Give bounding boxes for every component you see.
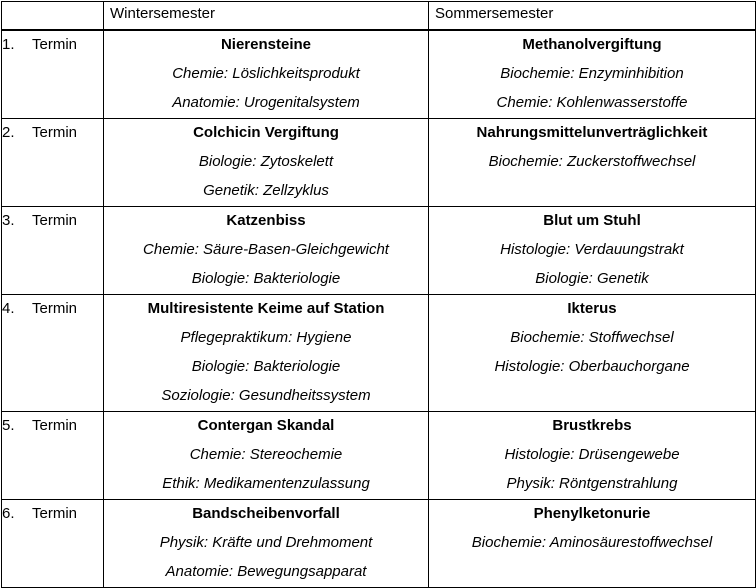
winter-subject-line: Biologie: Bakteriologie (191, 358, 341, 375)
summer-topic-title: Nahrungsmittelunverträglichkeit (476, 124, 708, 141)
winter-subject-line: Chemie: Löslichkeitsprodukt (172, 65, 360, 82)
table-row (2, 119, 756, 207)
winter-subject-line: Soziologie: Gesundheitssystem (161, 387, 371, 404)
summer-topic-title: Brustkrebs (552, 417, 632, 434)
winter-topic-title: Katzenbiss (226, 212, 306, 229)
termin-label: Termin (32, 36, 78, 53)
summer-subject-line: Chemie: Kohlenwasserstoffe (496, 94, 688, 111)
winter-subject-line: Chemie: Säure-Basen-Gleichgewicht (143, 241, 389, 258)
termin-cell (2, 119, 104, 207)
winter-subject-line: Biologie: Zytoskelett (198, 153, 334, 170)
winter-subject-line: Anatomie: Bewegungsapparat (165, 563, 367, 580)
table-row (2, 207, 756, 295)
table-row (2, 295, 756, 412)
termin-cell (2, 500, 104, 588)
winter-subject-line: Ethik: Medikamentenzulassung (162, 475, 370, 492)
winter-cell (104, 30, 429, 119)
termin-label: Termin (32, 417, 78, 434)
winter-subject-line: Biologie: Bakteriologie (191, 270, 341, 287)
table-row (2, 500, 756, 588)
table-row (2, 412, 756, 500)
schedule-table (1, 1, 756, 588)
summer-topic-title: Methanolvergiftung (522, 36, 662, 53)
summer-cell (429, 412, 756, 500)
termin-label: Termin (32, 505, 78, 522)
winter-cell (104, 119, 429, 207)
termin-number: 1. (2, 36, 15, 53)
header-summer: Sommersemester (429, 2, 756, 31)
summer-cell (429, 119, 756, 207)
summer-subject-line: Histologie: Verdauungstrakt (500, 241, 684, 258)
summer-subject-line: Biochemie: Aminosäurestoffwechsel (471, 534, 713, 551)
summer-topic-title: Ikterus (567, 300, 617, 317)
termin-number: 5. (2, 417, 15, 434)
summer-cell (429, 207, 756, 295)
termin-number: 3. (2, 212, 15, 229)
winter-subject-line: Anatomie: Urogenitalsystem (172, 94, 360, 111)
winter-topic-title: Colchicin Vergiftung (193, 124, 339, 141)
summer-subject-line: Physik: Röntgenstrahlung (506, 475, 678, 492)
header-winter: Wintersemester (104, 2, 429, 31)
summer-topic-title: Blut um Stuhl (543, 212, 641, 229)
winter-subject-line: Physik: Kräfte und Drehmoment (159, 534, 373, 551)
termin-number: 6. (2, 505, 15, 522)
termin-cell (2, 295, 104, 412)
winter-topic-title: Multiresistente Keime auf Station (147, 300, 385, 317)
termin-cell (2, 207, 104, 295)
table-row (2, 30, 756, 119)
termin-label: Termin (32, 124, 78, 141)
winter-topic-title: Contergan Skandal (197, 417, 335, 434)
winter-topic-title: Nierensteine (220, 36, 312, 53)
summer-subject-line: Biochemie: Zuckerstoffwechsel (488, 153, 696, 170)
summer-cell (429, 500, 756, 588)
summer-cell (429, 295, 756, 412)
winter-topic-title: Bandscheibenvorfall (192, 505, 340, 522)
summer-subject-line: Biochemie: Enzyminhibition (500, 65, 684, 82)
winter-subject-line: Genetik: Zellzyklus (203, 182, 329, 199)
summer-subject-line: Biologie: Genetik (535, 270, 649, 287)
header-row (2, 2, 756, 31)
summer-subject-line: Histologie: Oberbauchorgane (494, 358, 690, 375)
summer-topic-title: Phenylketonurie (533, 505, 651, 522)
termin-label: Termin (32, 300, 78, 317)
winter-cell (104, 412, 429, 500)
winter-cell (104, 500, 429, 588)
termin-cell (2, 30, 104, 119)
termin-number: 4. (2, 300, 15, 317)
summer-cell (429, 30, 756, 119)
termin-label: Termin (32, 212, 78, 229)
winter-subject-line: Pflegepraktikum: Hygiene (180, 329, 352, 346)
summer-subject-line: Biochemie: Stoffwechsel (510, 329, 674, 346)
termin-number: 2. (2, 124, 15, 141)
winter-cell (104, 295, 429, 412)
summer-subject-line: Histologie: Drüsengewebe (504, 446, 680, 463)
winter-subject-line: Chemie: Stereochemie (189, 446, 343, 463)
winter-cell (104, 207, 429, 295)
termin-cell (2, 412, 104, 500)
header-empty-cell (2, 2, 104, 31)
